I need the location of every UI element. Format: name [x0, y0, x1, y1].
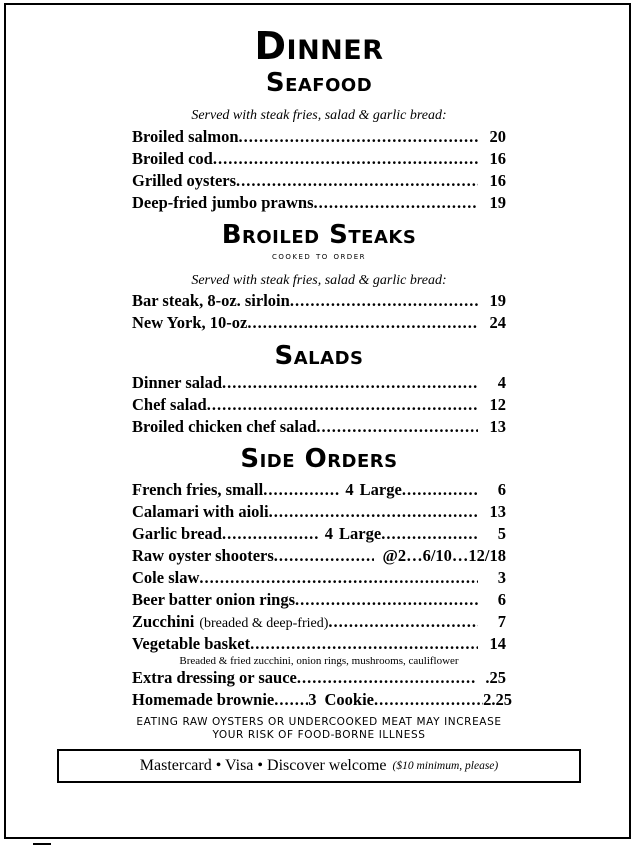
item-price: 4 — [497, 373, 506, 392]
footer-mark — [33, 843, 51, 845]
dot-leader — [222, 373, 478, 393]
item-price: 20 — [489, 127, 506, 146]
item-price-small: 4 — [345, 480, 354, 499]
dot-leader — [236, 171, 478, 191]
dot-leader — [314, 193, 479, 213]
payment-box — [57, 749, 581, 783]
brownie-price: 3 — [308, 690, 317, 709]
menu-item — [132, 502, 506, 524]
large-label: Large — [339, 524, 382, 543]
menu-item — [132, 373, 506, 395]
steaks-heading: Broiled Steaks — [221, 220, 417, 250]
payment-minimum: ($10 minimum, please) — [392, 760, 499, 772]
dot-leader — [222, 524, 319, 544]
menu-item — [132, 417, 506, 439]
item-price-large: 6 — [497, 480, 506, 499]
dot-leader — [381, 524, 478, 544]
menu-item — [132, 634, 506, 656]
dot-leader — [199, 568, 478, 588]
item-price: 13 — [489, 502, 506, 521]
menu-item — [132, 171, 506, 193]
item-name: Grilled oysters — [132, 171, 237, 190]
menu-item — [132, 127, 506, 149]
item-price: 19 — [489, 291, 506, 310]
item-name: Extra dressing or sauce — [132, 668, 297, 687]
menu-item — [132, 193, 506, 215]
item-name: Zucchini — [132, 612, 195, 631]
item-name: Beer batter onion rings — [132, 590, 296, 609]
steaks-subheading: cooked to order — [271, 251, 366, 262]
dot-leader — [290, 291, 478, 311]
item-price: 13 — [489, 417, 506, 436]
dot-leader — [274, 690, 308, 710]
item-name: Broiled chicken chef salad — [132, 417, 317, 436]
item-name: Broiled salmon — [132, 127, 239, 146]
payment-text: Mastercard • Visa • Discover welcome — [139, 757, 387, 774]
dot-leader — [297, 668, 478, 688]
item-name: Garlic bread — [132, 524, 222, 543]
item-price: .25 — [485, 668, 506, 687]
item-price: 24 — [489, 313, 506, 332]
item-name: Vegetable basket — [132, 634, 251, 653]
item-name: Chef salad — [132, 395, 207, 414]
item-price: 14 — [489, 634, 506, 653]
menu-item — [132, 149, 506, 171]
dot-leader — [239, 127, 478, 147]
sides-heading: Side Orders — [240, 444, 398, 474]
item-name: Calamari with aioli — [132, 502, 269, 521]
menu-item — [132, 568, 506, 590]
menu-item — [132, 546, 506, 568]
dot-leader — [316, 417, 478, 437]
seafood-note: Served with steak fries, salad & garlic bread: — [191, 108, 447, 123]
cookie-price: 2.25 — [483, 690, 512, 709]
item-price-small: 4 — [324, 524, 334, 543]
item-name: New York, 10-oz — [132, 313, 248, 332]
item-price: 7 — [497, 612, 506, 631]
item-name: Bar steak, 8-oz. sirloin — [132, 291, 290, 310]
menu-item — [132, 313, 506, 335]
dot-leader — [328, 612, 478, 632]
item-name: Broiled cod — [132, 149, 213, 168]
menu-item — [132, 590, 506, 612]
menu-item — [132, 690, 512, 712]
dot-leader — [247, 313, 478, 333]
item-price: 16 — [489, 171, 506, 190]
dot-leader — [207, 395, 478, 415]
item-detail: (breaded & deep-fried) — [199, 616, 329, 631]
menu-item — [132, 395, 506, 417]
item-price: 16 — [489, 149, 506, 168]
salads-heading: Salads — [274, 341, 364, 371]
dot-leader — [250, 634, 478, 654]
dot-leader — [402, 480, 478, 500]
menu-item — [132, 612, 506, 634]
dot-leader — [213, 149, 478, 169]
health-warning-line-1: EATING RAW OYSTERS OR UNDERCOOKED MEAT MAY INCREASE — [136, 716, 502, 728]
item-name: Deep-fried jumbo prawns — [132, 193, 314, 212]
dot-leader — [374, 690, 483, 710]
large-label: Large — [359, 480, 402, 499]
item-price: 3 — [497, 568, 506, 587]
item-name: Cole slaw — [132, 568, 200, 587]
health-warning-line-2: YOUR RISK OF FOOD-BORNE ILLNESS — [212, 729, 426, 741]
dot-leader — [263, 480, 339, 500]
item-name: Raw oyster shooters — [132, 546, 274, 565]
menu-item — [132, 480, 506, 502]
item-name: Dinner salad — [132, 373, 223, 392]
menu-title: Dinner — [254, 24, 384, 68]
steaks-note: Served with steak fries, salad & garlic bread: — [191, 273, 447, 288]
item-price: @2…6/10…12/18 — [382, 546, 506, 565]
dot-leader — [295, 590, 478, 610]
item-price: 6 — [497, 590, 506, 609]
item-price: 19 — [489, 193, 506, 212]
item-price: 12 — [489, 395, 506, 414]
dot-leader — [274, 546, 375, 566]
menu-item — [132, 668, 506, 690]
item-name: Homemade brownie — [132, 690, 275, 709]
vegetable-basket-caption: Breaded & fried zucchini, onion rings, mushrooms, cauliflower — [179, 655, 459, 667]
cookie-name: Cookie — [324, 690, 374, 709]
menu-item — [132, 291, 506, 313]
seafood-heading: Seafood — [265, 68, 373, 98]
dot-leader — [269, 502, 478, 522]
item-price-large: 5 — [497, 524, 506, 543]
item-name: French fries, small — [132, 480, 264, 499]
menu-item — [132, 524, 506, 546]
